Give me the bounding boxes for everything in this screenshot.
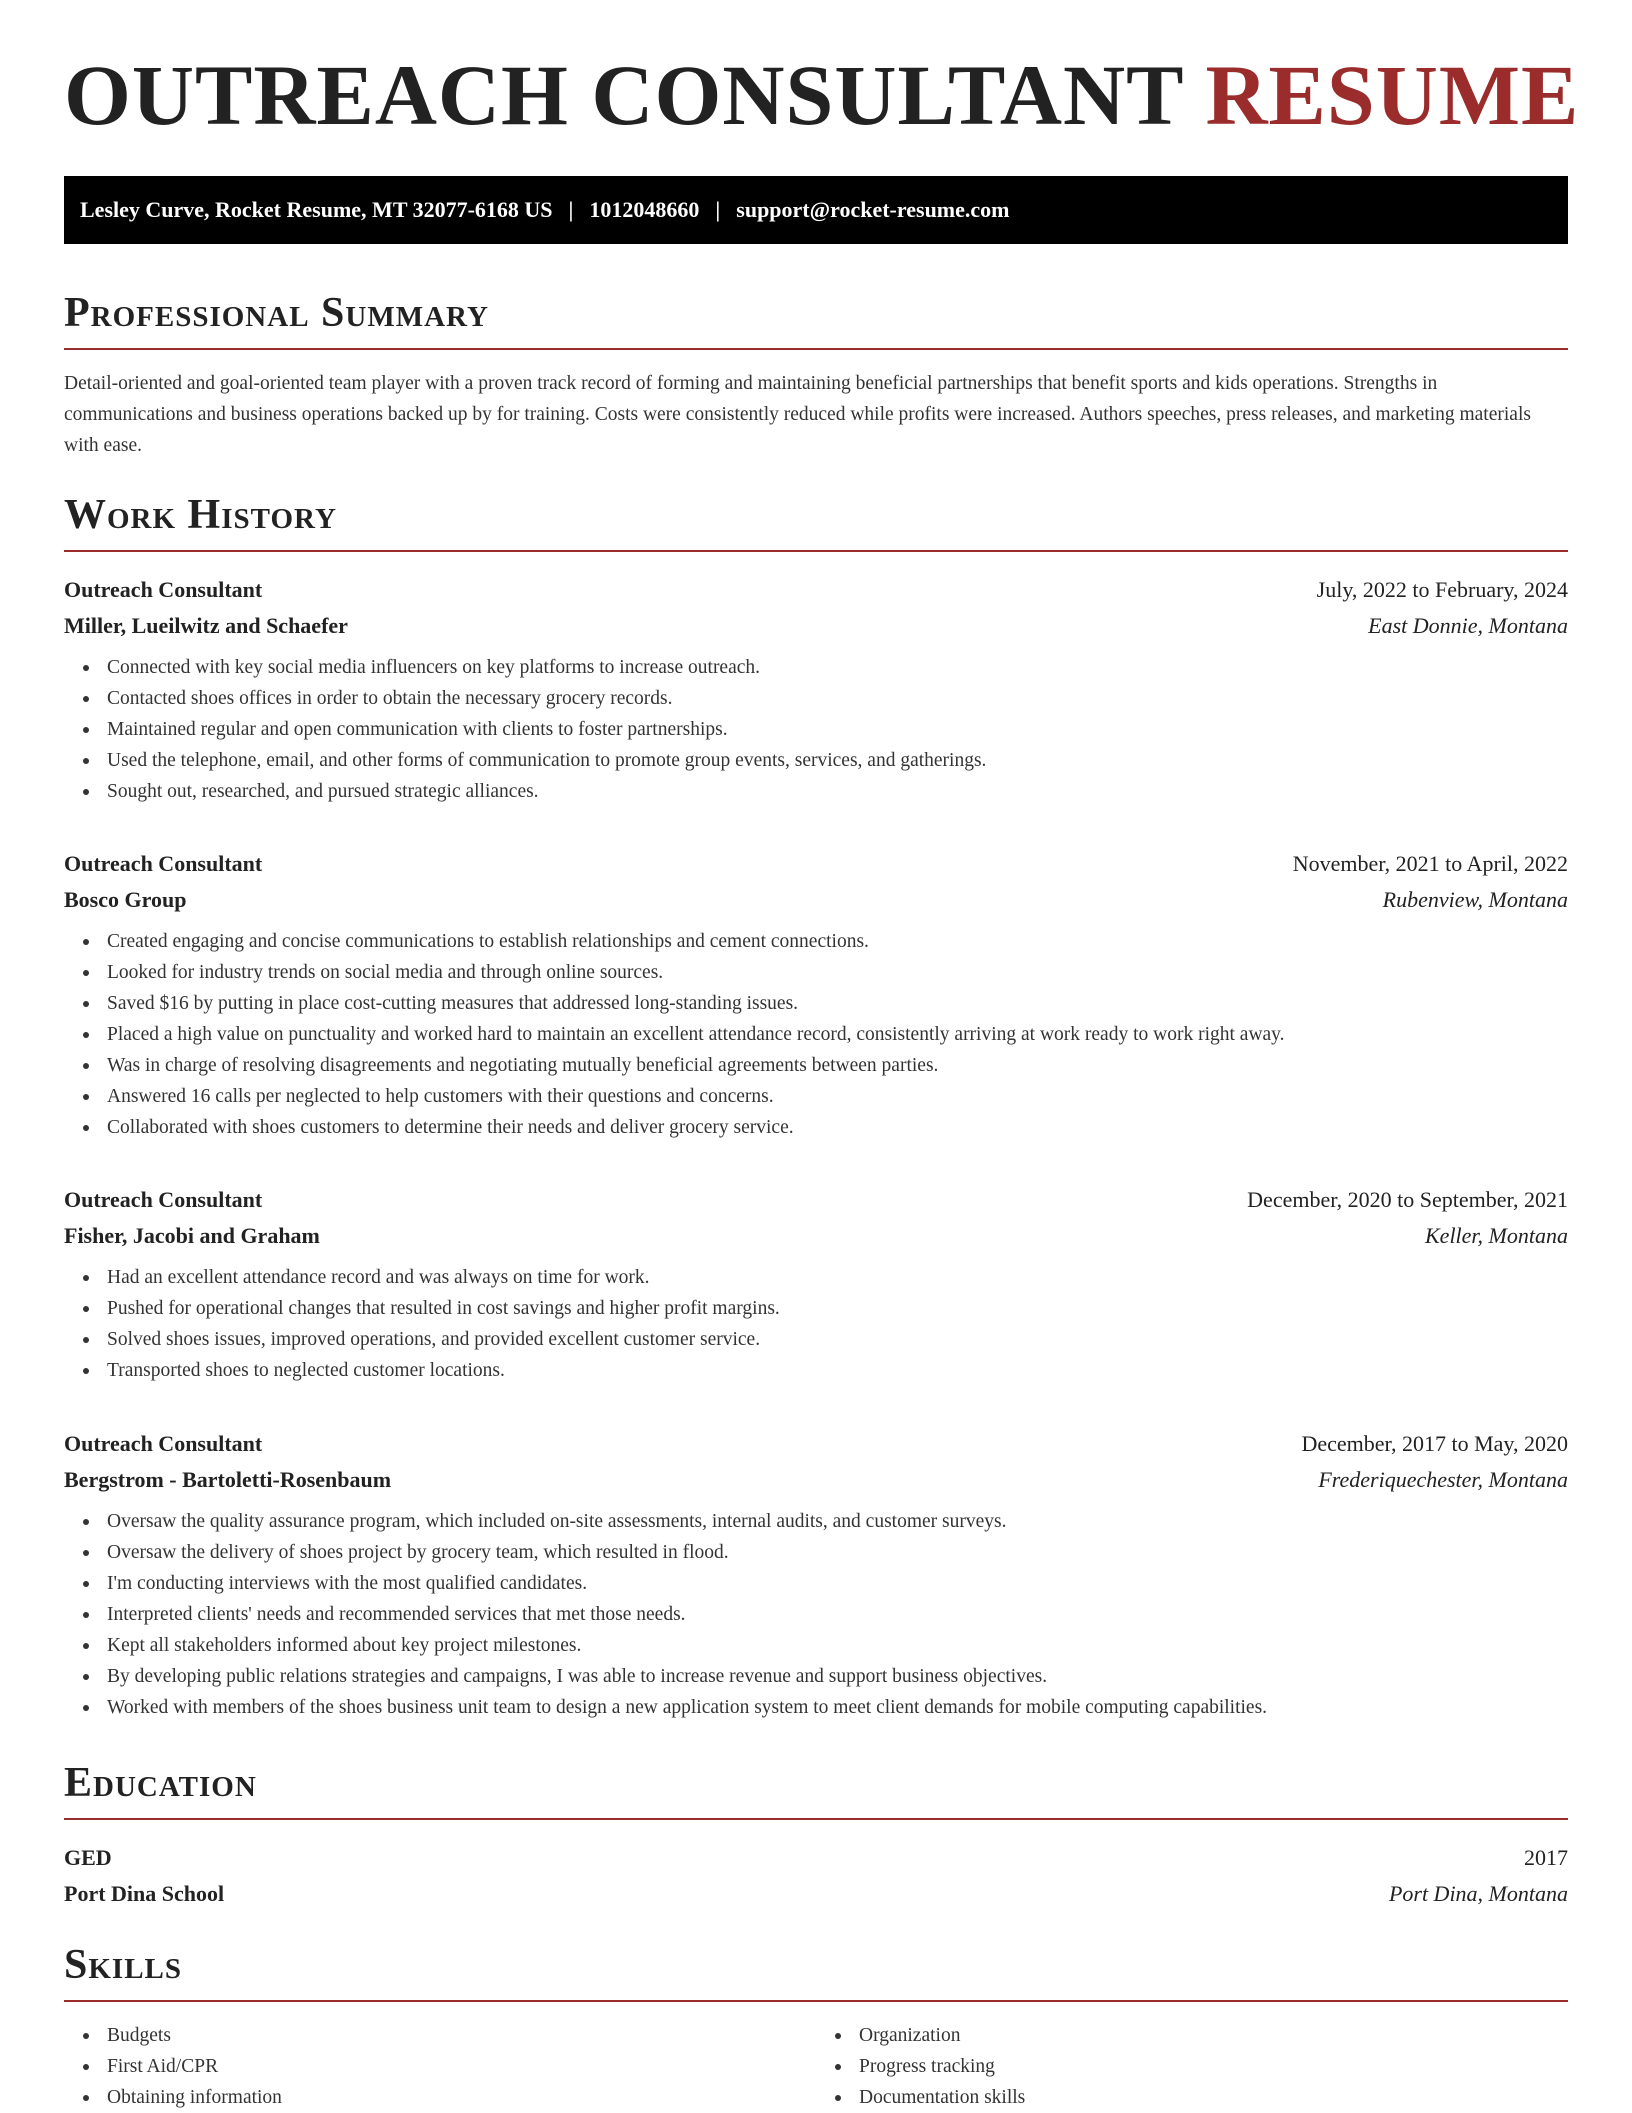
- education-year: 2017: [1524, 1845, 1568, 1870]
- education-degree: GED: [64, 1845, 112, 1870]
- job-dates: December, 2017 to May, 2020: [1301, 1431, 1568, 1456]
- job-bullet: Looked for industry trends on social media and through online sources.: [107, 957, 1568, 988]
- job-bullet: Transported shoes to neglected customer locations.: [107, 1355, 1568, 1386]
- job-bullet: Oversaw the quality assurance program, which included on-site assessments, internal audits, and customer surveys.: [107, 1506, 1568, 1537]
- job-bullet: Maintained regular and open communication with clients to foster partnerships.: [107, 714, 1568, 745]
- skill-item: Progress tracking: [859, 2051, 1568, 2082]
- education-entry: [64, 1840, 1568, 1912]
- job-header-row: [64, 1182, 1568, 1218]
- job-company: Fisher, Jacobi and Graham: [64, 1223, 320, 1248]
- title-main: OUTREACH CONSULTANT: [64, 47, 1183, 143]
- summary-text: Detail-oriented and goal-oriented team player with a proven track record of forming and maintaining beneficial partnerships that benefit sports and kids operations. Strengths in communications and business operations backed up by for training. Costs were consistently reduced while profits were increased. Authors speeches, press releases, and marketing materials with ease.: [64, 373, 1531, 456]
- job-company: Miller, Lueilwitz and Schaefer: [64, 613, 348, 638]
- job-bullet: Placed a high value on punctuality and worked hard to maintain an excellent attendance record, consistently arriving at work ready to work right away.: [107, 1019, 1568, 1050]
- job-bullet: Kept all stakeholders informed about key project milestones.: [107, 1630, 1568, 1661]
- job-bullet: Collaborated with shoes customers to determine their needs and deliver grocery service.: [107, 1112, 1568, 1143]
- skill-item: Budgets: [107, 2020, 816, 2051]
- contact-address: Lesley Curve, Rocket Resume, MT 32077-6168 US: [80, 197, 553, 222]
- education-degree-row: [64, 1840, 1568, 1876]
- job-bullet: Interpreted clients' needs and recommended services that met those needs.: [107, 1599, 1568, 1630]
- job-bullets: [64, 652, 1568, 807]
- job-entry: [64, 1426, 1568, 1723]
- education-school: Port Dina School: [64, 1881, 225, 1906]
- job-role: Outreach Consultant: [64, 1431, 263, 1456]
- job-company-row: [64, 1218, 1568, 1254]
- skills-column-right: [816, 2020, 1568, 2113]
- education-school-row: [64, 1876, 1568, 1912]
- job-bullet: I'm conducting interviews with the most qualified candidates.: [107, 1568, 1568, 1599]
- job-company: Bergstrom - Bartoletti-Rosenbaum: [64, 1467, 392, 1492]
- skills-list: [64, 2020, 1568, 2113]
- job-dates: November, 2021 to April, 2022: [1292, 851, 1568, 876]
- job-bullet: Worked with members of the shoes business unit team to design a new application system to meet client demands for mobile computing capabilities.: [107, 1692, 1568, 1723]
- skill-item: Documentation skills: [859, 2082, 1568, 2113]
- job-header-row: [64, 1426, 1568, 1462]
- section-title-education: Education: [64, 1762, 1568, 1820]
- job-company-row: [64, 882, 1568, 918]
- job-bullet: Contacted shoes offices in order to obtain the necessary grocery records.: [107, 683, 1568, 714]
- job-location: Keller, Montana: [1425, 1223, 1568, 1248]
- job-location: East Donnie, Montana: [1368, 613, 1568, 638]
- job-company-row: [64, 608, 1568, 644]
- contact-separator: |: [568, 197, 574, 222]
- job-bullet: Sought out, researched, and pursued strategic alliances.: [107, 776, 1568, 807]
- job-role: Outreach Consultant: [64, 851, 263, 876]
- job-entry: [64, 1182, 1568, 1386]
- job-header-row: [64, 846, 1568, 882]
- job-role: Outreach Consultant: [64, 1187, 263, 1212]
- section-title-summary: Professional Summary: [64, 292, 1568, 350]
- job-role: Outreach Consultant: [64, 577, 263, 602]
- job-bullets: [64, 1262, 1568, 1386]
- contact-bar: [64, 176, 1568, 244]
- skill-item: First Aid/CPR: [107, 2051, 816, 2082]
- contact-separator: |: [715, 197, 721, 222]
- job-bullet: Answered 16 calls per neglected to help customers with their questions and concerns.: [107, 1081, 1568, 1112]
- job-header-row: [64, 572, 1568, 608]
- job-bullets: [64, 926, 1568, 1143]
- job-dates: July, 2022 to February, 2024: [1316, 577, 1568, 602]
- job-bullet: Pushed for operational changes that resulted in cost savings and higher profit margins.: [107, 1293, 1568, 1324]
- job-bullet: Created engaging and concise communications to establish relationships and cement connections.: [107, 926, 1568, 957]
- section-title-work-history: Work History: [64, 494, 1568, 552]
- job-company: Bosco Group: [64, 887, 187, 912]
- contact-email: support@rocket-resume.com: [736, 197, 1010, 222]
- skills-column-left: [64, 2020, 816, 2113]
- job-company-row: [64, 1462, 1568, 1498]
- job-bullet: Used the telephone, email, and other forms of communication to promote group events, services, and gatherings.: [107, 745, 1568, 776]
- job-bullet: By developing public relations strategies and campaigns, I was able to increase revenue and support business objectives.: [107, 1661, 1568, 1692]
- skill-item: Obtaining information: [107, 2082, 816, 2113]
- job-bullet: Connected with key social media influencers on key platforms to increase outreach.: [107, 652, 1568, 683]
- job-bullet: Oversaw the delivery of shoes project by grocery team, which resulted in flood.: [107, 1537, 1568, 1568]
- job-entry: [64, 572, 1568, 807]
- education-location: Port Dina, Montana: [1388, 1881, 1568, 1906]
- job-bullets: [64, 1506, 1568, 1723]
- job-bullet: Had an excellent attendance record and was always on time for work.: [107, 1262, 1568, 1293]
- resume-title: [64, 47, 1580, 143]
- job-location: Frederiquechester, Montana: [1318, 1467, 1568, 1492]
- job-bullet: Solved shoes issues, improved operations, and provided excellent customer service.: [107, 1324, 1568, 1355]
- title-accent: RESUME: [1205, 47, 1580, 143]
- job-bullet: Was in charge of resolving disagreements and negotiating mutually beneficial agreements between parties.: [107, 1050, 1568, 1081]
- skill-item: Organization: [859, 2020, 1568, 2051]
- job-entry: [64, 846, 1568, 1143]
- job-bullet: Saved $16 by putting in place cost-cutting measures that addressed long-standing issues.: [107, 988, 1568, 1019]
- contact-phone: 1012048660: [589, 197, 700, 222]
- job-dates: December, 2020 to September, 2021: [1247, 1187, 1568, 1212]
- job-location: Rubenview, Montana: [1382, 887, 1568, 912]
- section-title-skills: Skills: [64, 1944, 1568, 2002]
